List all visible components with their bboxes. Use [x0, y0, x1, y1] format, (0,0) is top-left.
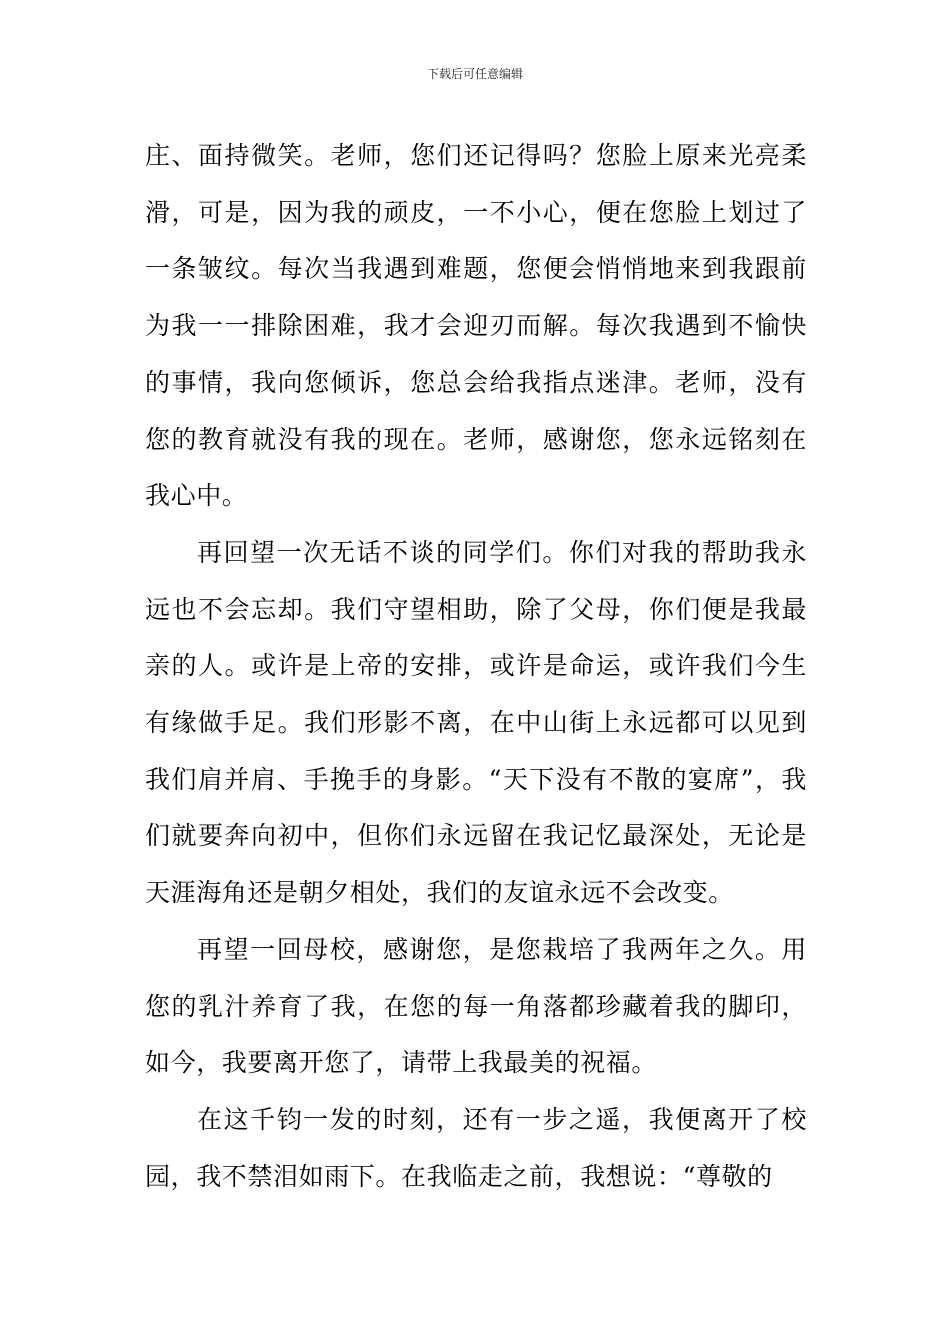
paragraph-farewell: 在这千钧一发的时刻，还有一步之遥，我便离开了校园，我不禁泪如雨下。在我临走之前，我想说：“尊敬的: [145, 1104, 807, 1191]
page-header: 下载后可任意编辑: [426, 67, 523, 81]
document-body: [145, 128, 807, 1205]
paragraph-classmates: 再回望一次无话不谈的同学们。你们对我的帮助我永远也不会忘却。我们守望相助，除了父母，你们便是我最亲的人。或许是上帝的安排，或许是命运，或许我们今生有缘做手足。我们形影不离，在中山街上永远都可以见到我们肩并肩、手挽手的身影。“天下没有不散的宴席”，我们就要奔向初中，但你们永远留在我记忆最深处，无论是天涯海角还是朝夕相处，我们的友谊永远不会改变。: [145, 537, 807, 908]
paragraph-teachers: 庄、面持微笑。老师，您们还记得吗？您脸上原来光亮柔滑，可是，因为我的顽皮，一不小心，便在您脸上划过了一条皱纹。每次当我遇到难题，您便会悄悄地来到我跟前为我一一排除困难，我才会迎刃而解。每次我遇到不愉快的事情，我向您倾诉，您总会给我指点迷津。老师，没有您的教育就没有我的现在。老师，感谢您，您永远铭刻在我心中。: [145, 141, 807, 511]
paragraph-school: 再望一回母校，感谢您，是您栽培了我两年之久。用您的乳汁养育了我，在您的每一角落都珍藏着我的脚印，如今，我要离开您了，请带上我最美的祝福。: [145, 934, 807, 1078]
